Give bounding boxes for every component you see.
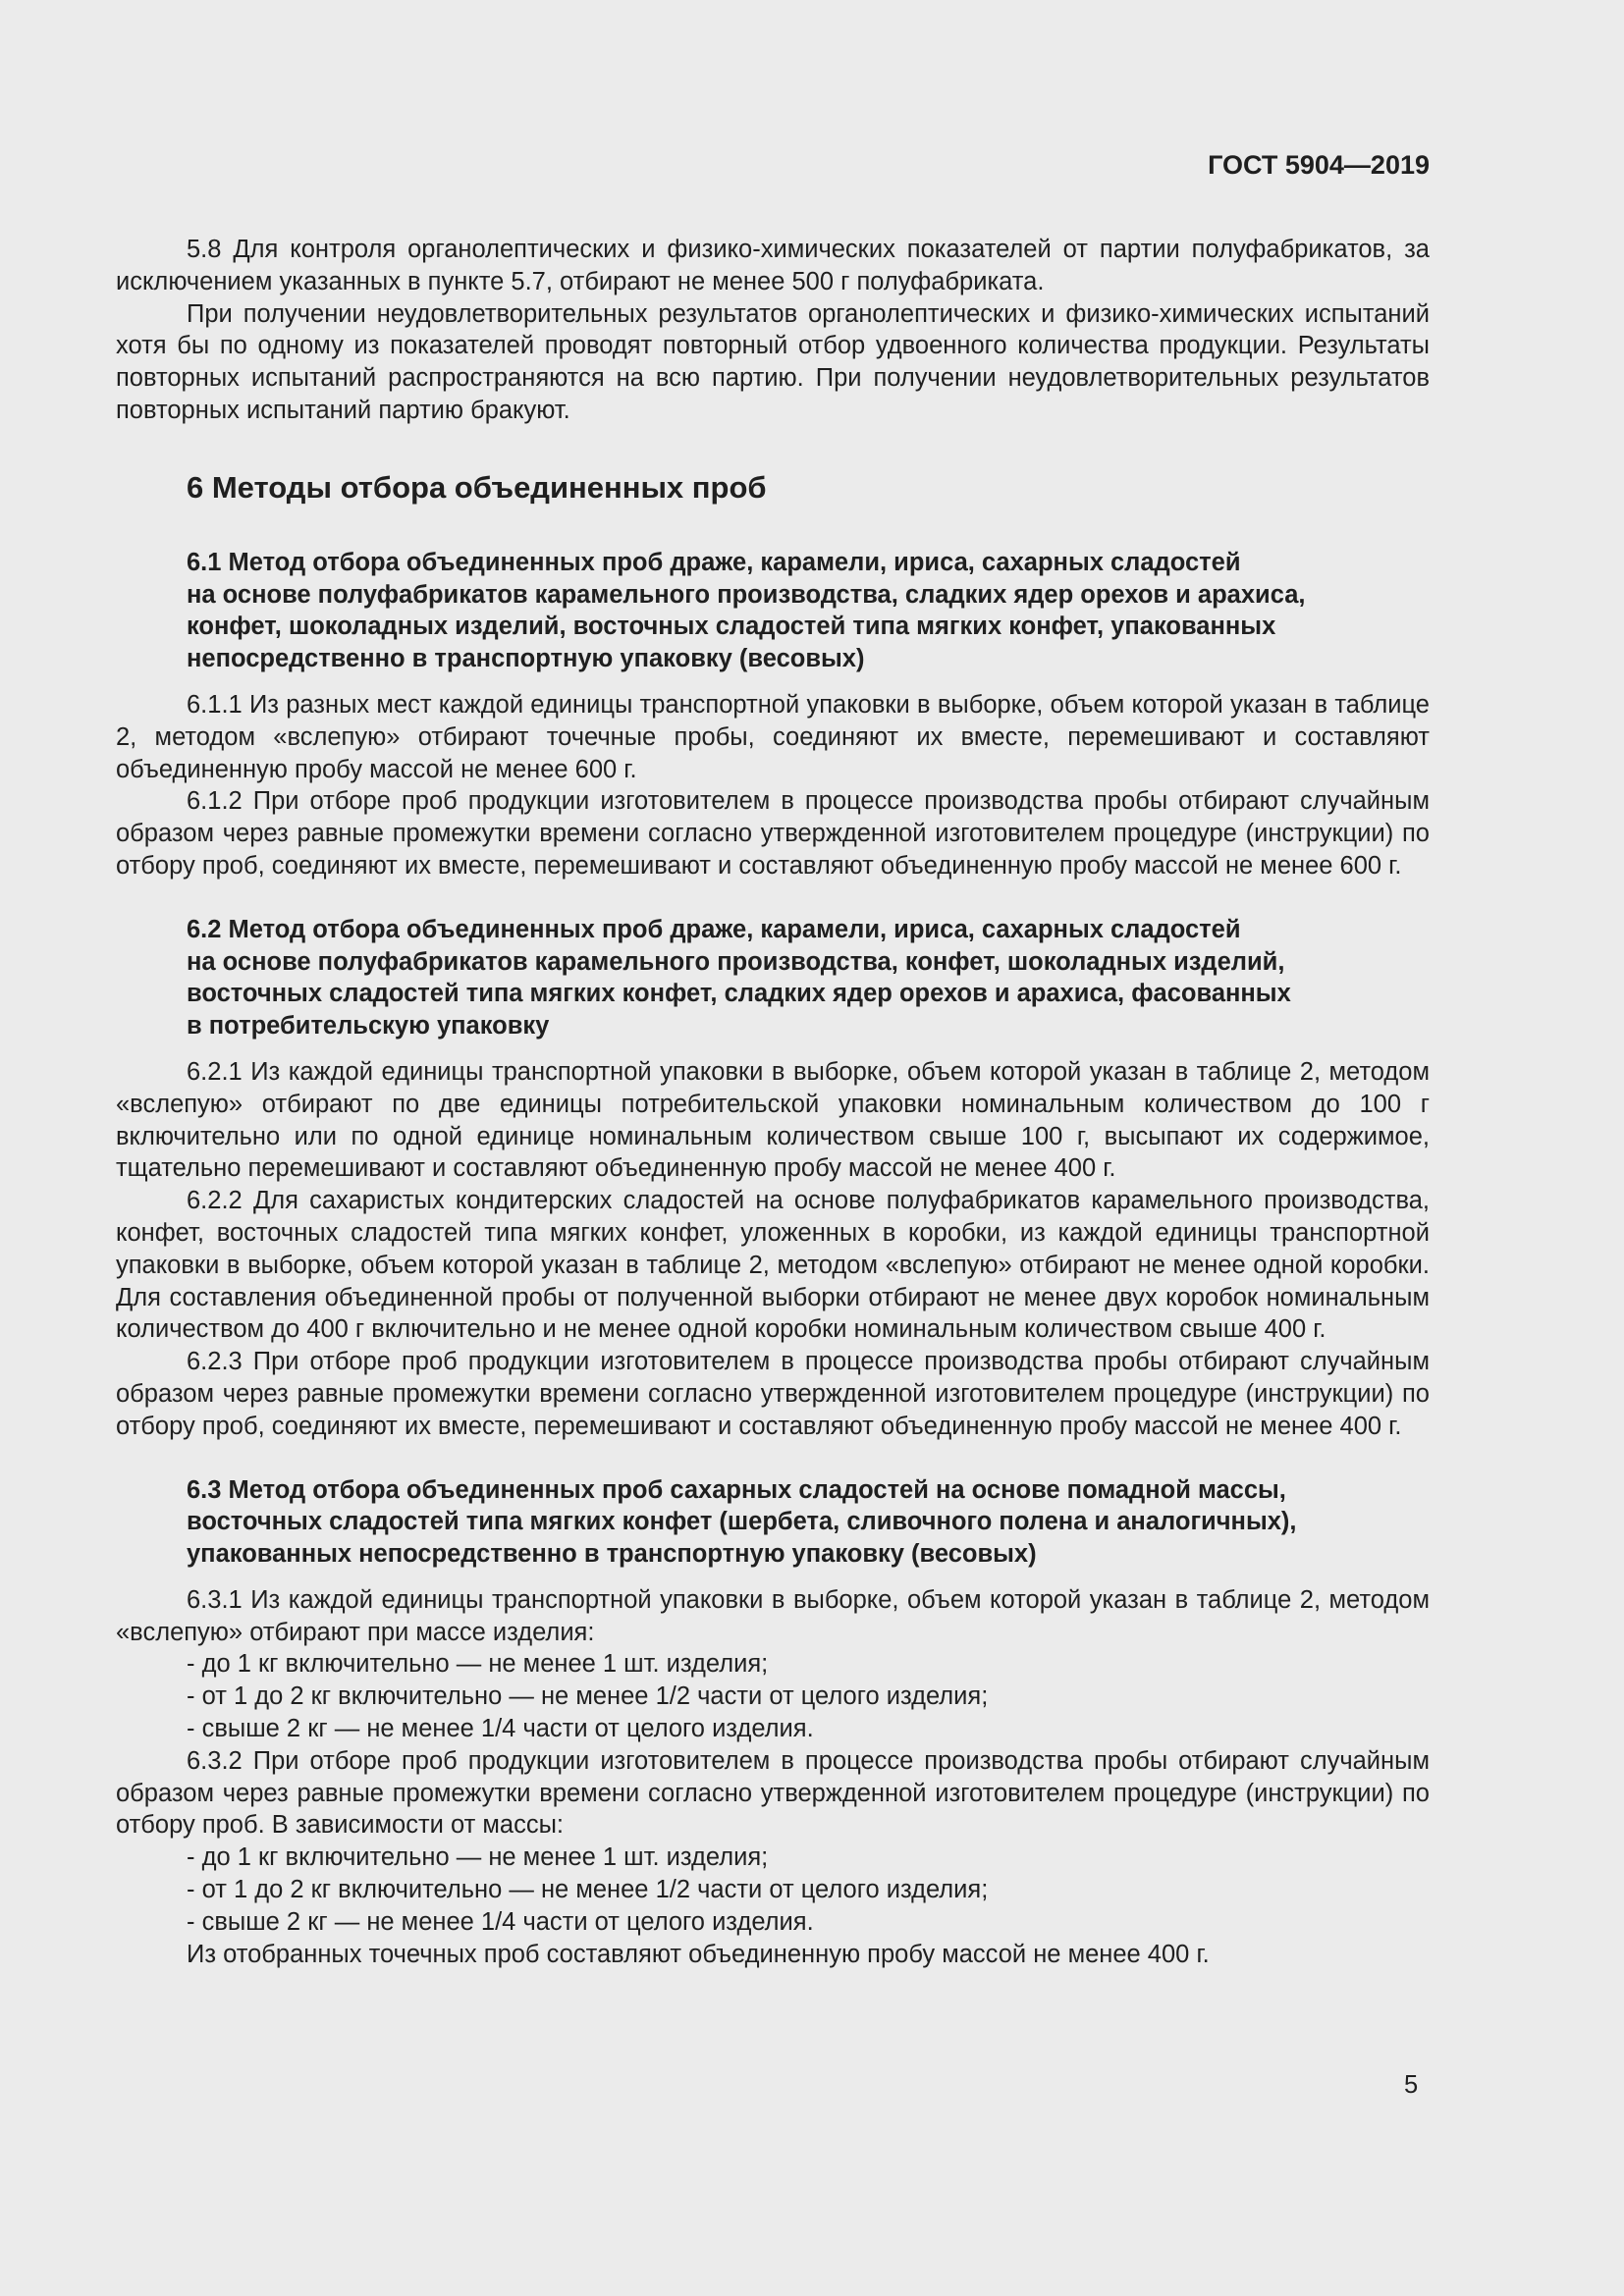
- paragraph-6-2-2: 6.2.2 Для сахаристых кондитерских сладостей на основе полуфабрикатов карамельного производства, конфет, восточных сладостей типа мягких конфет, уложенных в коробки, из каждой единицы транспортной упаковки в выборке, объем которой указан в таблице 2, методом «вслепую» отбирают не менее одной коробки. Для составления объединенной пробы от полученной выборки отбирают не менее двух коробок номинальным количеством до 400 г включительно и не менее одной коробки номинальным количеством свыше 400 г.: [116, 1187, 1430, 1344]
- paragraph-5-8: 5.8 Для контроля органолептических и физико-химических показателей от партии полуфабрикатов, за исключением указанных в пункте 5.7, отбирают не менее 500 г полуфабриката.: [116, 236, 1430, 295]
- paragraph-6-3-1: 6.3.1 Из каждой единицы транспортной упаковки в выборке, объем которой указан в таблице 2, методом «вслепую» отбирают при массе изделия:: [116, 1585, 1430, 1646]
- paragraph-5-8-continuation: При получении неудовлетворительных результатов органолептических и физико-химических испытаний хотя бы по одному из показателей проводят повторный отбор удвоенного количества продукции. Результаты повторных испытаний распространяются на всю партию. При получении неудовлетворительных результатов повторных испытаний партию бракуют.: [116, 299, 1430, 424]
- subsection-6-3-title: 6.3 Метод отбора объединенных проб сахарных сладостей на основе помадной массы, восточных сладостей типа мягких конфет (шербета, сливочного полена и аналогичных), упакованных непосредственно в транспортную упаковку (весовых): [187, 1475, 1297, 1569]
- list-item: - от 1 до 2 кг включительно — не менее 1/2 части от целого изделия;: [187, 1682, 989, 1711]
- paragraph-6-3-final: Из отобранных точечных проб составляют объединенную пробу массой не менее 400 г.: [187, 1940, 1210, 1968]
- section-6-title: 6 Методы отбора объединенных проб: [187, 469, 767, 505]
- paragraph-6-2-3: 6.2.3 При отборе проб продукции изготовителем в процессе производства пробы отбирают случайным образом через равные промежутки времени согласно утвержденной изготовителем процедуре (инструкции) по отбору проб, соединяют их вместе, перемешивают и составляют объединенную пробу массой не менее 400 г.: [116, 1348, 1430, 1440]
- document-page: [116, 147, 1430, 1970]
- paragraph-6-3-2: 6.3.2 При отборе проб продукции изготовителем в процессе производства пробы отбирают случайным образом через равные промежутки времени согласно утвержденной изготовителем процедуре (инструкции) по отбору проб. В зависимости от массы:: [116, 1746, 1430, 1840]
- document-number-header: ГОСТ 5904—2019: [1208, 150, 1430, 180]
- list-item: - свыше 2 кг — не менее 1/4 части от целого изделия.: [187, 1715, 814, 1743]
- list-item: - свыше 2 кг — не менее 1/4 части от целого изделия.: [187, 1907, 814, 1936]
- list-item: - до 1 кг включительно — не менее 1 шт. изделия;: [187, 1843, 769, 1872]
- subsection-6-2-title: 6.2 Метод отбора объединенных проб драже, карамели, ириса, сахарных сладостей на основе полуфабрикатов карамельного производства, конфет, шоколадных изделий, восточных сладостей типа мягких конфет, сладких ядер орехов и арахиса, фасованных в потребительскую упаковку: [187, 915, 1291, 1041]
- subsection-6-1-title: 6.1 Метод отбора объединенных проб драже, карамели, ириса, сахарных сладостей на основе полуфабрикатов карамельного производства, сладких ядер орехов и арахиса, конфет, шоколадных изделий, восточных сладостей типа мягких конфет, упакованных непосредственно в транспортную упаковку (весовых): [187, 548, 1306, 673]
- page-number: 5: [1404, 2071, 1419, 2099]
- paragraph-6-2-1: 6.2.1 Из каждой единицы транспортной упаковки в выборке, объем которой указан в таблице 2, методом «вслепую» отбирают по две единицы потребительской упаковки номинальным количеством до 100 г включительно или по одной единице номинальным количеством свыше 100 г, высыпают их содержимое, тщательно перемешивают и составляют объединенную пробу массой не менее 400 г.: [116, 1057, 1430, 1183]
- list-item: - до 1 кг включительно — не менее 1 шт. изделия;: [187, 1650, 769, 1679]
- paragraph-6-1-2: 6.1.2 При отборе проб продукции изготовителем в процессе производства пробы отбирают случайным образом через равные промежутки времени согласно утвержденной изготовителем процедуре (инструкции) по отбору проб, соединяют их вместе, перемешивают и составляют объединенную пробу массой не менее 600 г.: [116, 787, 1430, 880]
- list-item: - от 1 до 2 кг включительно — не менее 1/2 части от целого изделия;: [187, 1876, 989, 1904]
- paragraph-6-1-1: 6.1.1 Из разных мест каждой единицы транспортной упаковки в выборке, объем которой указан в таблице 2, методом «вслепую» отбирают точечные пробы, соединяют их вместе, перемешивают и составляют объединенную пробу массой не менее 600 г.: [116, 690, 1430, 783]
